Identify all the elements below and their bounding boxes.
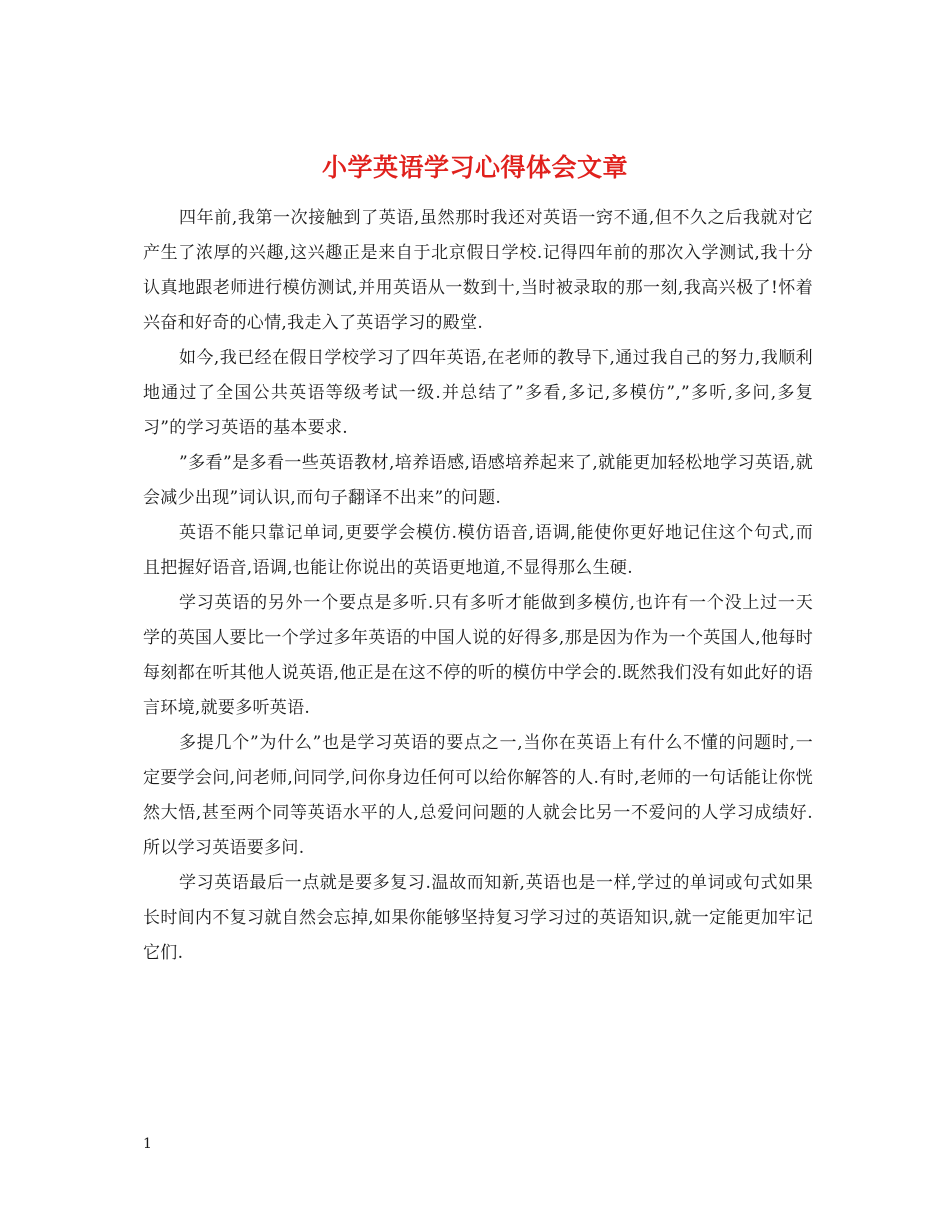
paragraph-2: 如今,我已经在假日学校学习了四年英语,在老师的教导下,通过我自己的努力,我顺利地通过了全国公共英语等级考试一级.并总结了”多看,多记,多模仿”,”多听,多问,多复习”的学习英语的基本要求. — [143, 348, 813, 438]
paragraph-4: 英语不能只靠记单词,更要学会模仿.模仿语音,语调,能使你更好地记住这个句式,而且把握好语音,语调,也能让你说出的英语更地道,不显得那么生硬. — [143, 523, 813, 578]
paragraph-3: ”多看”是多看一些英语教材,培养语感,语感培养起来了,就能更加轻松地学习英语,就会减少出现”词认识,而句子翻译不出来”的问题. — [143, 453, 813, 508]
document-body — [143, 201, 813, 971]
document-title: 小学英语学习心得体会文章 — [321, 152, 628, 182]
paragraph-6: 多提几个”为什么”也是学习英语的要点之一,当你在英语上有什么不懂的问题时,一定要学会问,问老师,问同学,问你身边任何可以给你解答的人.有时,老师的一句话能让你恍然大悟,甚至两个同等英语水平的人,总爱问问题的人就会比另一不爱问的人学习成绩好.所以学习英语要多问. — [143, 733, 813, 858]
paragraph-7: 学习英语最后一点就是要多复习.温故而知新,英语也是一样,学过的单词或句式如果长时间内不复习就自然会忘掉,如果你能够坚持复习学习过的英语知识,就一定能更加牢记它们. — [143, 873, 813, 963]
paragraph-1: 四年前,我第一次接触到了英语,虽然那时我还对英语一窍不通,但不久之后我就对它产生了浓厚的兴趣,这兴趣正是来自于北京假日学校.记得四年前的那次入学测试,我十分认真地跟老师进行模仿测试,并用英语从一数到十,当时被录取的那一刻,我高兴极了!怀着兴奋和好奇的心情,我走入了英语学习的殿堂. — [143, 208, 813, 333]
paragraph-5: 学习英语的另外一个要点是多听.只有多听才能做到多模仿,也许有一个没上过一天学的英国人要比一个学过多年英语的中国人说的好得多,那是因为作为一个英国人,他每时每刻都在听其他人说英语,他正是在这不停的听的模仿中学会的.既然我们没有如此好的语言环境,就要多听英语. — [143, 593, 813, 718]
page-number: 1 — [143, 1136, 152, 1152]
